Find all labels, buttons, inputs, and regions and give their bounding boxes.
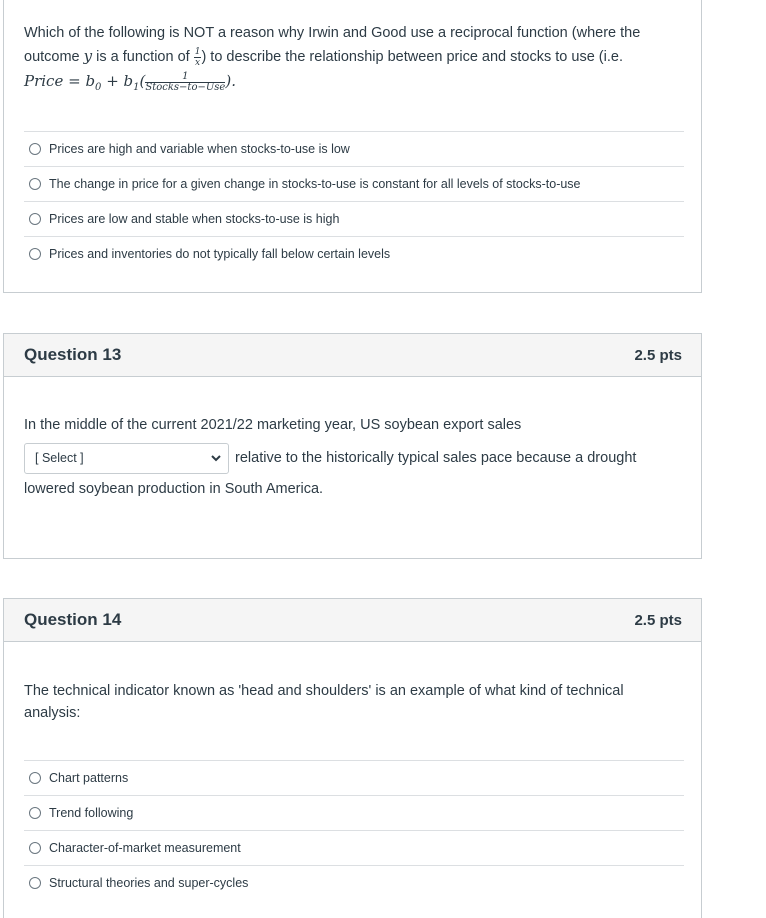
radio-button[interactable] <box>29 248 41 260</box>
radio-button[interactable] <box>29 877 41 889</box>
radio-button[interactable] <box>29 178 41 190</box>
answer-option[interactable]: Prices and inventories do not typically fall below certain levels <box>24 236 684 271</box>
answer-option[interactable]: The change in price for a given change in stocks-to-use is constant for all levels of stocks-to-use <box>24 166 684 201</box>
question-title: Question 13 <box>24 345 122 364</box>
radio-button[interactable] <box>29 807 41 819</box>
question-12-card <box>3 0 702 293</box>
radio-button[interactable] <box>29 842 41 854</box>
reciprocal-formula: Price = $b_0 + b_1$( $\frac{1}{\text{Stocks−to−Use}}$ ). <box>24 70 236 93</box>
question-14-header <box>4 599 701 642</box>
question-points: 2.5 pts <box>634 611 682 629</box>
answer-option[interactable]: Prices are low and stable when stocks-to-use is high <box>24 201 684 236</box>
question-12-text-line1: Which of the following is NOT a reason why Irwin and Good use a reciprocal function (where the <box>24 25 641 41</box>
fraction-one-over-x: $\frac{1}{x}$ <box>194 46 201 68</box>
answer-select-dropdown[interactable]: [ Select ] <box>24 443 229 474</box>
question-14-answers <box>24 760 684 900</box>
radio-button[interactable] <box>29 143 41 155</box>
question-13-card <box>3 333 702 559</box>
radio-button[interactable] <box>29 772 41 784</box>
answer-option[interactable]: Chart patterns <box>24 760 684 795</box>
question-13-text: In the middle of the current 2021/22 marketing year, US soybean export sales [ Select ] relative to the historically typical sales pace because a drought lowered soybean production in South America. <box>24 417 637 497</box>
question-points: 2.5 pts <box>634 346 682 364</box>
question-13-header <box>4 334 701 377</box>
question-14-text: The technical indicator known as 'head and shoulders' is an example of what kind of technical analysis: <box>24 683 624 721</box>
answer-option[interactable]: Character-of-market measurement <box>24 830 684 865</box>
chevron-down-icon <box>210 452 222 464</box>
radio-button[interactable] <box>29 213 41 225</box>
question-12-text <box>24 22 694 99</box>
question-title: Question 14 <box>24 610 122 629</box>
question-12-answers <box>24 131 684 271</box>
fraction-one-over-stocks-to-use: $\frac{1}{\text{Stocks−to−Use}}$ <box>145 70 226 93</box>
answer-option[interactable]: Structural theories and super-cycles <box>24 865 684 900</box>
answer-option[interactable]: Trend following <box>24 795 684 830</box>
answer-option[interactable]: Prices are high and variable when stocks-to-use is low <box>24 131 684 166</box>
question-14-card <box>3 598 702 918</box>
question-12-text-line2: outcome y is a function of $\frac{1}{x}$ ) to describe the relationship between price and stocks to use (i.e. <box>24 46 623 68</box>
